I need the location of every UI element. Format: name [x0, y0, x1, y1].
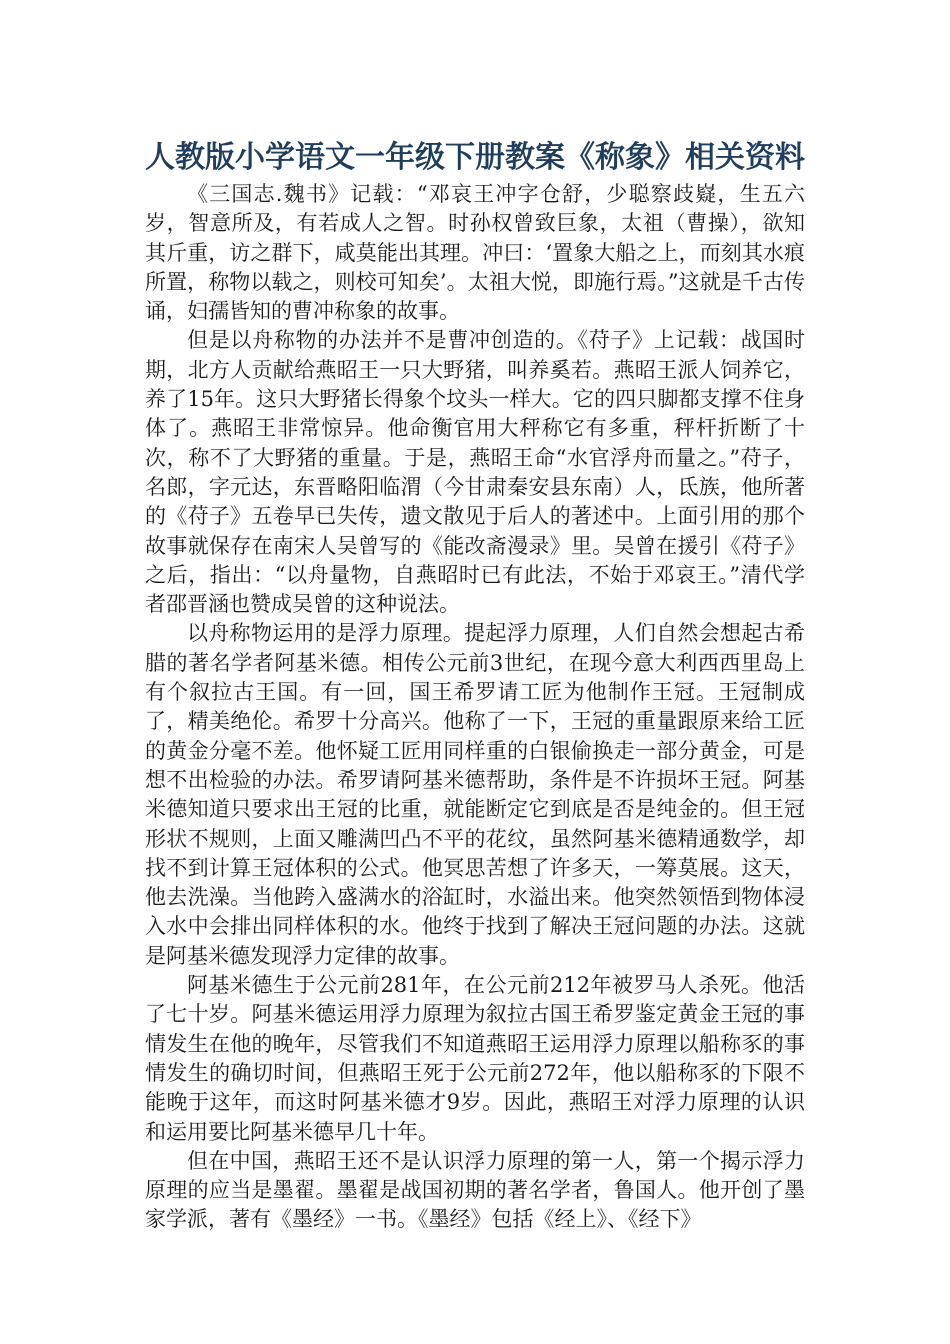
- paragraph-2: 但是以舟称物的办法并不是曹冲创造的。《苻子》上记载：战国时期，北方人贡献给燕昭王一只大野猪，叫养奚若。燕昭王派人饲养它，养了15年。这只大野猪长得象个坟头一样大。它的四只脚都支撑不住身体了。燕昭王非常惊异。他命衡官用大秤称它有多重，秤杆折断了十次，称不了大野猪的重量。于是，燕昭王命“水官浮舟而量之。”苻子，名郎，字元达，东晋略阳临渭（今甘肃秦安县东南）人，氐族，他所著的《苻子》五卷早已失传，遗文散见于后人的著述中。上面引用的那个故事就保存在南宋人吴曾写的《能改斋漫录》里。吴曾在援引《苻子》之后，指出：“以舟量物，自燕昭时已有此法，不始于邓哀王。”清代学者邵晋涵也赞成吴曾的这种说法。: [145, 328, 805, 617]
- paragraph-5: 但在中国，燕昭王还不是认识浮力原理的第一人，第一个揭示浮力原理的应当是墨翟。墨翟是战国初期的著名学者，鲁国人。他开创了墨家学派，著有《墨经》一书。《墨经》包括《经上》、《经下》: [145, 1148, 805, 1232]
- document-body: [145, 180, 805, 1235]
- paragraph-4: 阿基米德生于公元前281年，在公元前212年被罗马人杀死。他活了七十岁。阿基米德运用浮力原理为叙拉古国王希罗鉴定黄金王冠的事情发生在他的晚年，尽管我们不知道燕昭王运用浮力原理以船称豕的事情发生的确切时间，但燕昭王死于公元前272年，他以船称豕的下限不能晚于这年，而这时阿基米德才9岁。因此，燕昭王对浮力原理的认识和运用要比阿基米德早几十年。: [145, 973, 805, 1144]
- paragraph-1: 《三国志.魏书》记载：“邓哀王冲字仓舒，少聪察歧嶷，生五六岁，智意所及，有若成人之智。时孙权曾致巨象，太祖（曹操），欲知其斤重，访之群下，咸莫能出其理。冲曰：‘置象大船之上，而刻其水痕所置，称物以载之，则校可知矣’。太祖大悦，即施行焉。”这就是千古传诵，妇孺皆知的曹冲称象的故事。: [145, 182, 805, 324]
- document-title: 人教版小学语文一年级下册教案《称象》相关资料: [145, 140, 805, 175]
- paragraph-3: 以舟称物运用的是浮力原理。提起浮力原理，人们自然会想起古希腊的著名学者阿基米德。相传公元前3世纪，在现今意大利西西里岛上有个叙拉古王国。有一回，国王希罗请工匠为他制作王冠。王冠制成了，精美绝伦。希罗十分高兴。他称了一下，王冠的重量跟原来给工匠的黄金分毫不差。他怀疑工匠用同样重的白银偷换走一部分黄金，可是想不出检验的办法。希罗请阿基米德帮助，条件是不许损坏王冠。阿基米德知道只要求出王冠的比重，就能断定它到底是否是纯金的。但王冠形状不规则，上面又雕满凹凸不平的花纹，虽然阿基米德精通数学，却找不到计算王冠体积的公式。他冥思苦想了许多天，一筹莫展。这天，他去洗澡。当他跨入盛满水的浴缸时，水溢出来。他突然领悟到物体浸入水中会排出同样体积的水。他终于找到了解决王冠问题的办法。这就是阿基米德发现浮力定律的故事。: [145, 621, 805, 968]
